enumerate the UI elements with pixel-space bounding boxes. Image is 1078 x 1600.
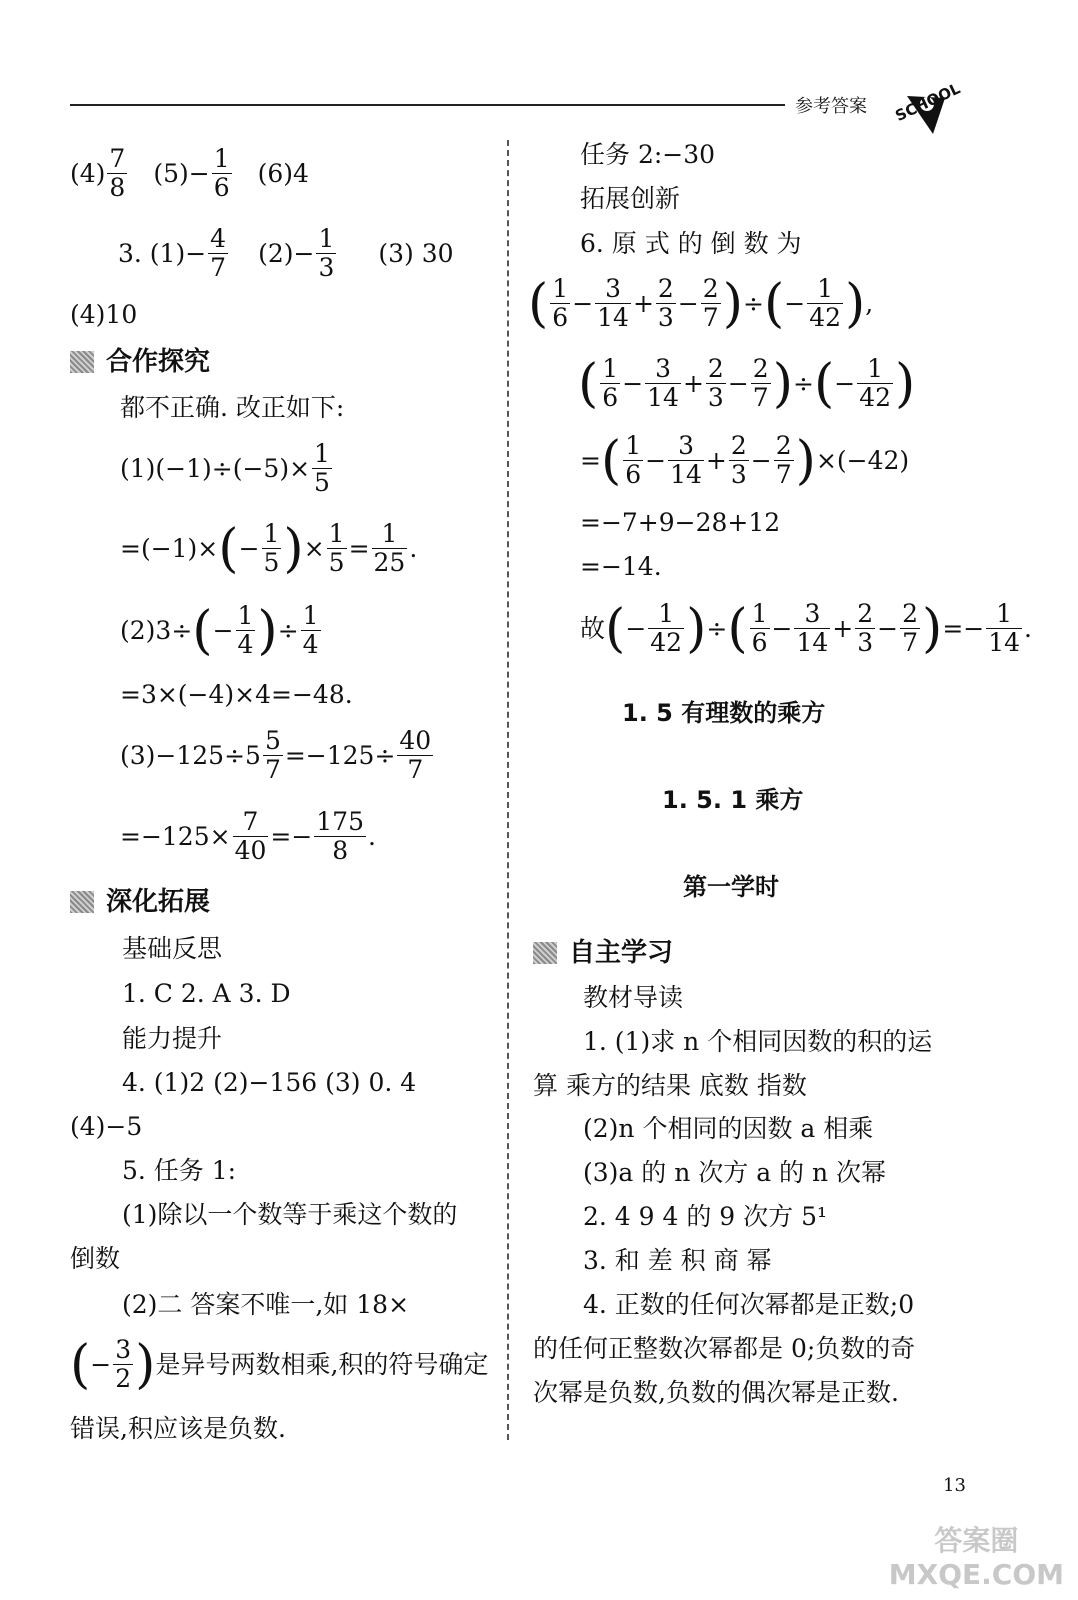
logo-text: SCHOOL [892,79,964,126]
subheading: 教材导读 [583,983,684,1012]
answer-line: 3. 和 差 积 商 幂 [583,1246,772,1275]
answer-line: (4)−5 [70,1112,143,1141]
equation-1: (1)(−1)÷(−5)× $\frac{1}{5}$ [120,439,330,497]
equation: =−14. [580,552,662,581]
answer-line: 倒数 [70,1244,121,1273]
answer-line-3: (4)10 [70,300,138,329]
answer-line: (2)n 个相同的因数 a 相乘 [583,1114,874,1143]
section-title: 1. 5 有理数的乘方 [622,699,826,727]
answer-line-2: 3. (1)− $\frac{4}{7}$ (2)− $\frac{1}{3}$ (3) 30 [118,224,454,282]
answer-line: (1)除以一个数等于乘这个数的 [122,1200,458,1229]
answer-line: 1. C 2. A 3. D [122,979,291,1008]
answer-line: 4. 正数的任何次幂都是正数;0 [583,1290,915,1319]
column-divider [507,140,509,1440]
equation-5: (3)−125÷5 $\frac{5}{7}$ =−125÷ $\frac{40}{7}$ [120,726,432,784]
answer-line: ( − $\frac{3}{2}$ ) 是异号两数相乘,积的符号确定 [70,1334,489,1395]
school-logo-icon [885,78,965,138]
section-marker-icon [533,942,557,964]
answer-line: 算 乘方的结果 底数 指数 [533,1071,807,1100]
equation-4: =3×(−4)×4=−48. [120,680,353,709]
lesson-title: 第一学时 [683,873,779,901]
equation: =−7+9−28+12 [580,508,781,537]
answer-line: (2)二 答案不唯一,如 18× [122,1290,410,1319]
answer-line: 任务 2:−30 [580,140,716,169]
answer-line-1: (4) $\frac{7}{8}$ (5)− $\frac{1}{6}$ (6)4 [70,144,309,202]
section-heading-extend: 深化拓展 [70,886,210,918]
subsection-title: 1. 5. 1 乘方 [662,786,804,814]
answer-line: 次幂是负数,负数的偶次幂是正数. [533,1378,899,1407]
answer-line: (3)a 的 n 次方 a 的 n 次幂 [583,1158,887,1187]
subheading: 基础反思 [122,934,223,963]
paragraph: 都不正确. 改正如下: [120,393,345,422]
expression-reciprocal-2: ( $\frac{1}{6}$ − $\frac{3}{14}$ + $\frac{2}{3}$ − $\frac{2}{7}$ ) ÷ ( − $\frac{1}{42}$ ) [578,353,916,414]
answer-line: 4. (1)2 (2)−156 (3) 0. 4 [122,1068,417,1097]
section-marker-icon [70,351,94,373]
equation-6: =−125× $\frac{7}{40}$ =− $\frac{175}{8}$ . [120,807,376,865]
expression-times: = ( $\frac{1}{6}$ − $\frac{3}{14}$ + $\frac{2}{3}$ − $\frac{2}{7}$ ) ×(−42) [580,430,910,491]
answer-line: 的任何正整数次幂都是 0;负数的奇 [533,1334,916,1363]
answer-line: 5. 任务 1: [122,1156,237,1185]
answer-line: 错误,积应该是负数. [70,1414,286,1443]
header-label: 参考答案 [795,96,867,117]
watermark: 答案圈 MXQE.COM [888,1524,1064,1591]
equation-3: (2)3÷ ( − $\frac{1}{4}$ ) ÷ $\frac{1}{4}$ [120,600,319,661]
header-rule [70,104,785,106]
page-number: 13 [943,1475,966,1496]
subheading: 能力提升 [122,1024,223,1053]
answer-line: 2. 4 9 4 的 9 次方 5¹ [583,1202,828,1231]
section-heading-cooperate: 合作探究 [70,346,210,378]
section-marker-icon [70,891,94,913]
answer-line: 1. (1)求 n 个相同因数的积的运 [583,1027,933,1056]
expression-reciprocal: ( $\frac{1}{6}$ − $\frac{3}{14}$ + $\frac{2}{3}$ − $\frac{2}{7}$ ) ÷ ( − $\frac{1}{42}$ ) , [528,273,874,334]
subheading: 拓展创新 [580,184,681,213]
conclusion-expression: 故 ( − $\frac{1}{42}$ ) ÷ ( $\frac{1}{6}$ − $\frac{3}{14}$ + $\frac{2}{3}$ − $\frac{2}{7}$ ) =− $\frac{1}{14}$ . [580,598,1032,659]
equation-2: =(−1)× ( − $\frac{1}{5}$ ) × $\frac{1}{5}$ = $\frac{1}{25}$ . [120,518,418,579]
answer-line: 6. 原 式 的 倒 数 为 [580,229,802,258]
section-heading-self-study: 自主学习 [533,937,673,969]
